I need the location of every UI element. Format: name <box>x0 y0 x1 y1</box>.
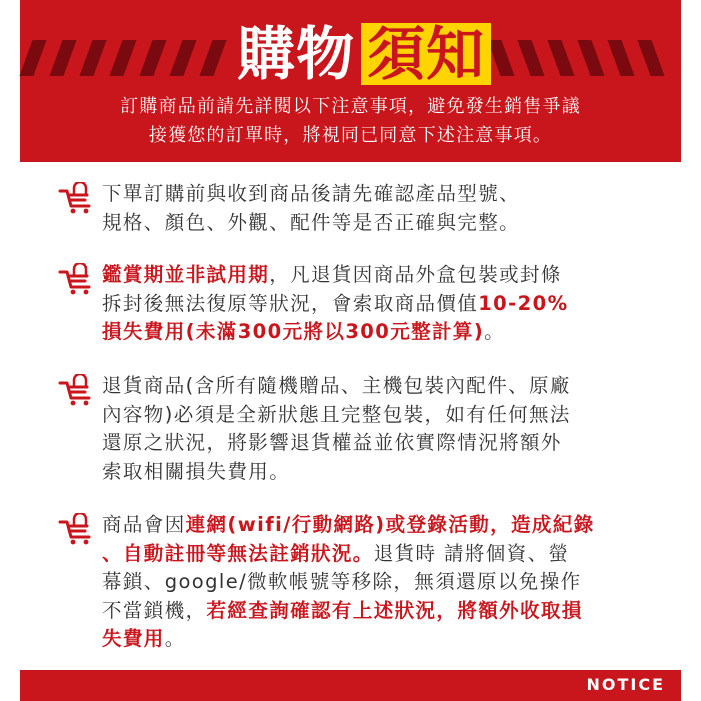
right-stripes <box>494 40 658 76</box>
footer-banner <box>20 670 681 701</box>
title-white: 購物 <box>237 20 356 88</box>
title-highlight: 須知 <box>361 23 491 85</box>
intro-text <box>20 92 681 150</box>
shopping-cart-icon <box>58 513 98 545</box>
header-banner <box>20 0 681 162</box>
item-2-text: 鑑賞期並非試用期，凡退貨因商品外盒包裝或封條 拆封後無法復原等狀況，會索取商品價值10-20% 損失費用(未滿300元將以300元整計算)。 <box>102 263 569 343</box>
intro-line-2: 接獲您的訂單時，將視同已同意下述注意事項。 <box>148 125 553 146</box>
item-4-text: 商品會因連網(wifi/行動網路)或登錄活動，造成紀錄 、自動註冊等無法註銷狀況。退貨時 請將個資、螢 幕鎖、google/微軟帳號等移除，無須還原以免操作 不當鎖機，若經查詢確認有上述狀況，將額外收取損 失費用。 <box>102 513 595 650</box>
shopping-cart-icon <box>58 374 98 406</box>
left-stripes <box>26 40 220 76</box>
shopping-cart-icon <box>58 263 98 295</box>
item-1-text: 下單訂購前與收到商品後請先確認產品型號、 規格、顏色、外觀、配件等是否正確與完整。 <box>102 182 521 234</box>
intro-line-1: 訂購商品前請先詳閱以下注意事項，避免發生銷售爭議 <box>120 96 581 117</box>
item-3-text: 退貨商品(含所有隨機贈品、主機包裝內配件、原廠 內容物)必須是全新狀態且完整包裝，如有任何無法 還原之狀況，將影響退貨權益並依實際情況將額外 索取相關損失費用。 <box>102 374 571 483</box>
notice-label: NOTICE <box>586 675 665 694</box>
shopping-cart-icon <box>58 182 98 214</box>
page-title <box>237 13 491 88</box>
